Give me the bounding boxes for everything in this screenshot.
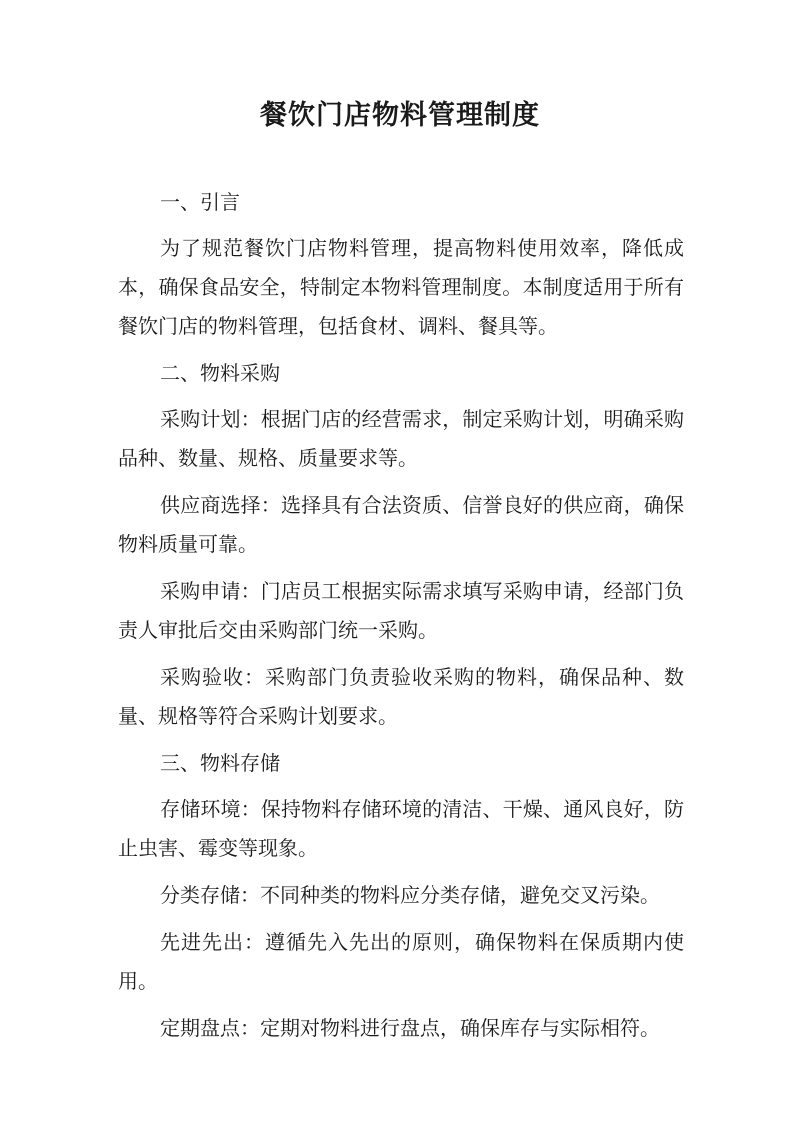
section-heading-introduction: 一、引言 xyxy=(160,190,240,214)
document-title: 餐饮门店物料管理制度 xyxy=(260,100,540,131)
paragraph-classified-storage: 分类存储：不同种类的物料应分类存储，避免交叉污染。 xyxy=(160,883,660,907)
paragraph-procurement-request: 采购申请：门店员工根据实际需求填写采购申请，经部门负责人审批后交由采购部门统一采购。 xyxy=(118,579,684,642)
section-heading-storage: 三、物料存储 xyxy=(160,751,280,775)
paragraph-procurement-plan: 采购计划：根据门店的经营需求，制定采购计划，明确采购品种、数量、规格、质量要求等。 xyxy=(118,407,684,470)
paragraph-first-in-first-out: 先进先出：遵循先入先出的原则，确保物料在保质期内使用。 xyxy=(118,930,684,993)
paragraph-supplier-selection: 供应商选择：选择具有合法资质、信誉良好的供应商，确保物料质量可靠。 xyxy=(118,493,684,556)
paragraph-storage-environment: 存储环境：保持物料存储环境的清洁、干燥、通风良好，防止虫害、霉变等现象。 xyxy=(118,797,684,860)
paragraph-introduction: 为了规范餐饮门店物料管理，提高物料使用效率，降低成本，确保食品安全，特制定本物料管理制度。本制度适用于所有餐饮门店的物料管理，包括食材、调料、餐具等。 xyxy=(118,236,684,338)
document-body xyxy=(118,183,684,1056)
section-heading-procurement: 二、物料采购 xyxy=(160,361,280,385)
paragraph-regular-inventory: 定期盘点：定期对物料进行盘点，确保库存与实际相符。 xyxy=(160,1016,660,1040)
paragraph-procurement-acceptance: 采购验收：采购部门负责验收采购的物料，确保品种、数量、规格等符合采购计划要求。 xyxy=(118,665,684,728)
